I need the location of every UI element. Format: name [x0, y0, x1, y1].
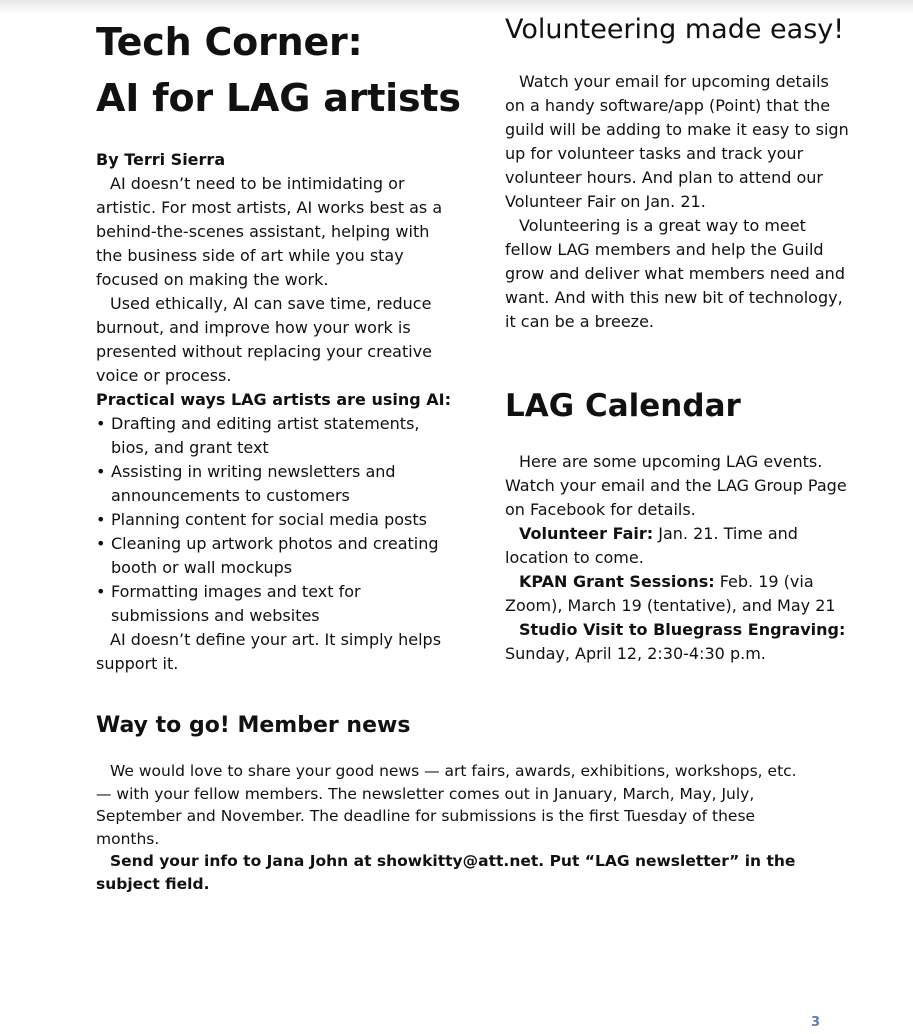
list-item: • Drafting and editing artist statements, bios, and grant text	[96, 412, 456, 460]
practical-ways-list	[96, 412, 456, 628]
volunteering-title: Volunteering made easy!	[505, 14, 845, 45]
list-item: • Cleaning up artwork photos and creating booth or wall mockups	[96, 532, 456, 580]
tech-corner-paragraph-1: AI doesn’t need to be intimidating or artistic. For most artists, AI works best as a behind-the-scenes assistant, helping with the business side of art while you stay focused on making the work.	[96, 174, 443, 289]
event-name: Volunteer Fair:	[519, 524, 654, 543]
calendar-event	[505, 522, 850, 570]
tech-corner-paragraph-2: Used ethically, AI can save time, reduce burnout, and improve how your work is presented without replacing your creative voice or process.	[96, 294, 433, 385]
author-byline: By Terri Sierra	[96, 150, 226, 169]
calendar-event	[505, 570, 850, 618]
tech-corner-closing: AI doesn’t define your art. It simply helps support it.	[96, 630, 442, 673]
volunteering-article	[505, 10, 850, 334]
list-item: • Formatting images and text for submissions and websites	[96, 580, 456, 628]
member-news-paragraph: We would love to share your good news — art fairs, awards, exhibitions, workshops, etc. — with your fellow members. The newsletter comes out in January, March, May, July, September and November. The deadline for submissions is the first Tuesday of these months.	[96, 762, 797, 848]
calendar-title: LAG Calendar	[505, 388, 741, 424]
list-item: • Planning content for social media posts	[96, 508, 456, 532]
event-name: Studio Visit to Bluegrass Engraving:	[519, 620, 846, 639]
volunteering-paragraph-1: Watch your email for upcoming details on a handy software/app (Point) that the guild will be adding to make it easy to sign up for volunteer tasks and track your volunteer hours. And plan to attend our Volunteer Fair on Jan. 21.	[505, 72, 849, 211]
page-number: 3	[811, 1015, 821, 1030]
member-news-section	[96, 760, 816, 895]
calendar-intro: Here are some upcoming LAG events. Watch your email and the LAG Group Page on Facebook for details.	[505, 452, 847, 519]
volunteering-paragraph-2: Volunteering is a great way to meet fellow LAG members and help the Guild grow and deliver what members need and want. And with this new bit of technology, it can be a breeze.	[505, 216, 845, 331]
tech-corner-title-line2: AI for LAG artists	[96, 76, 461, 120]
tech-corner-title	[96, 14, 461, 126]
tech-corner-title-line1: Tech Corner:	[96, 20, 363, 64]
tech-corner-article	[96, 14, 461, 676]
calendar-event	[505, 618, 850, 666]
practical-ways-heading: Practical ways LAG artists are using AI:	[96, 390, 451, 409]
event-name: KPAN Grant Sessions:	[519, 572, 715, 591]
event-detail: Jan. 21. Time and location to come.	[505, 524, 798, 567]
calendar-section	[505, 450, 850, 666]
member-news-title: Way to go! Member news	[96, 713, 411, 738]
event-detail: Sunday, April 12, 2:30-4:30 p.m.	[505, 644, 766, 663]
list-item: • Assisting in writing newsletters and announcements to customers	[96, 460, 456, 508]
event-detail: Feb. 19 (via Zoom), March 19 (tentative), and May 21	[505, 572, 836, 615]
member-news-call-to-action: Send your info to Jana John at showkitty@att.net. Put “LAG newsletter” in the subject field.	[96, 852, 796, 893]
